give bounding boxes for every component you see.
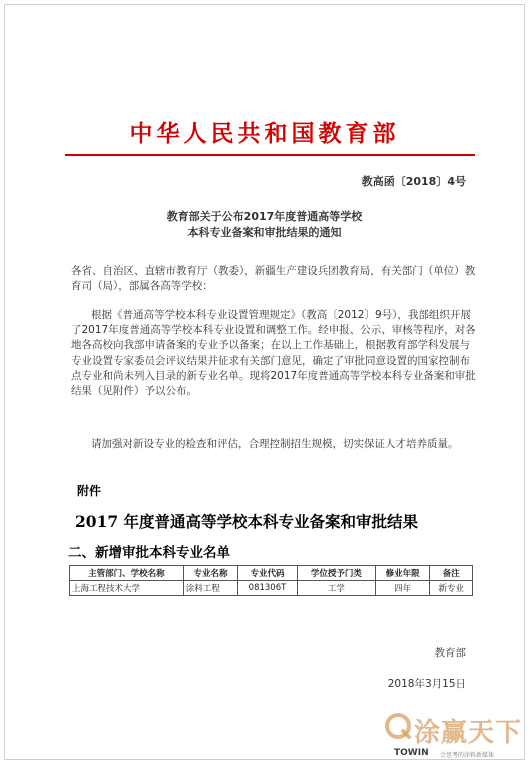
table-header: 专业名称 [183,566,237,581]
table-cell: 上海工程技术大学 [70,581,184,596]
table-cell: 081306T [238,581,298,596]
body-paragraph-1: 根据《普通高等学校本科专业设置管理规定》（教高〔2012〕9号），我部组织开展了2017年度普通高等学校本科专业设置和调整工作。经申报、公示、审核等程序，对各地各高校向我部申请备案的专业予以备案；在以上工作基础上，根据教育部学科发展与专业设置专家委员会评议结果并征求有关部门意见，确定了审批同意设置的国家控制布点专业和尚未列入目录的新专业名单。现将2017年度普通高等学校本科专业备案和审批结果（见附件）予以公布。 [71,309,476,398]
notice-title-line-1: 教育部关于公布2017年度普通高等学校 [166,210,363,223]
section-title: 二、新增审批本科专业名单 [68,545,230,561]
table-header: 专业代码 [238,566,298,581]
table-row [70,581,473,596]
table-header: 修业年限 [375,566,429,581]
major-list-table [69,565,473,596]
attachment-label: 附件 [77,484,102,498]
table-cell: 四年 [375,581,429,596]
watermark [382,706,527,762]
attachment-title: 2017 年度普通高等学校本科专业备案和审批结果 [75,512,419,531]
watermark-text: 涂赢天下 [414,718,523,748]
table-header: 学位授予门类 [297,566,375,581]
notice-title-line-2: 本科专业备案和审批结果的通知 [187,226,342,239]
body-paragraph-2: 请加强对新设专业的检查和评估，合理控制招生规模，切实保证人才培养质量。 [91,438,459,450]
addressee-paragraph: 各省、自治区、直辖市教育厅（教委），新疆生产建设兵团教育局，有关部门（单位）教育司（局），部属各高等学校： [71,265,476,293]
letterhead-red-line [65,154,475,156]
document-page [4,4,525,760]
letterhead-title: 中华人民共和国教育部 [129,120,400,147]
signature-date: 2018年3月15日 [387,678,466,690]
table-cell: 工学 [297,581,375,596]
notice-title [5,209,524,241]
watermark-slogan: 会思考的涂料新媒体 [440,752,495,759]
table-cell: 涂料工程 [183,581,237,596]
table-header: 主管部门、学校名称 [70,566,184,581]
towin-logo-icon [384,712,412,740]
signature: 教育部 [434,647,466,659]
table-header-row [70,566,473,581]
watermark-brand: TOWIN [394,748,429,758]
table-header: 备注 [430,566,473,581]
table-cell: 新专业 [430,581,473,596]
document-number: 教高函〔2018〕4号 [361,175,466,188]
